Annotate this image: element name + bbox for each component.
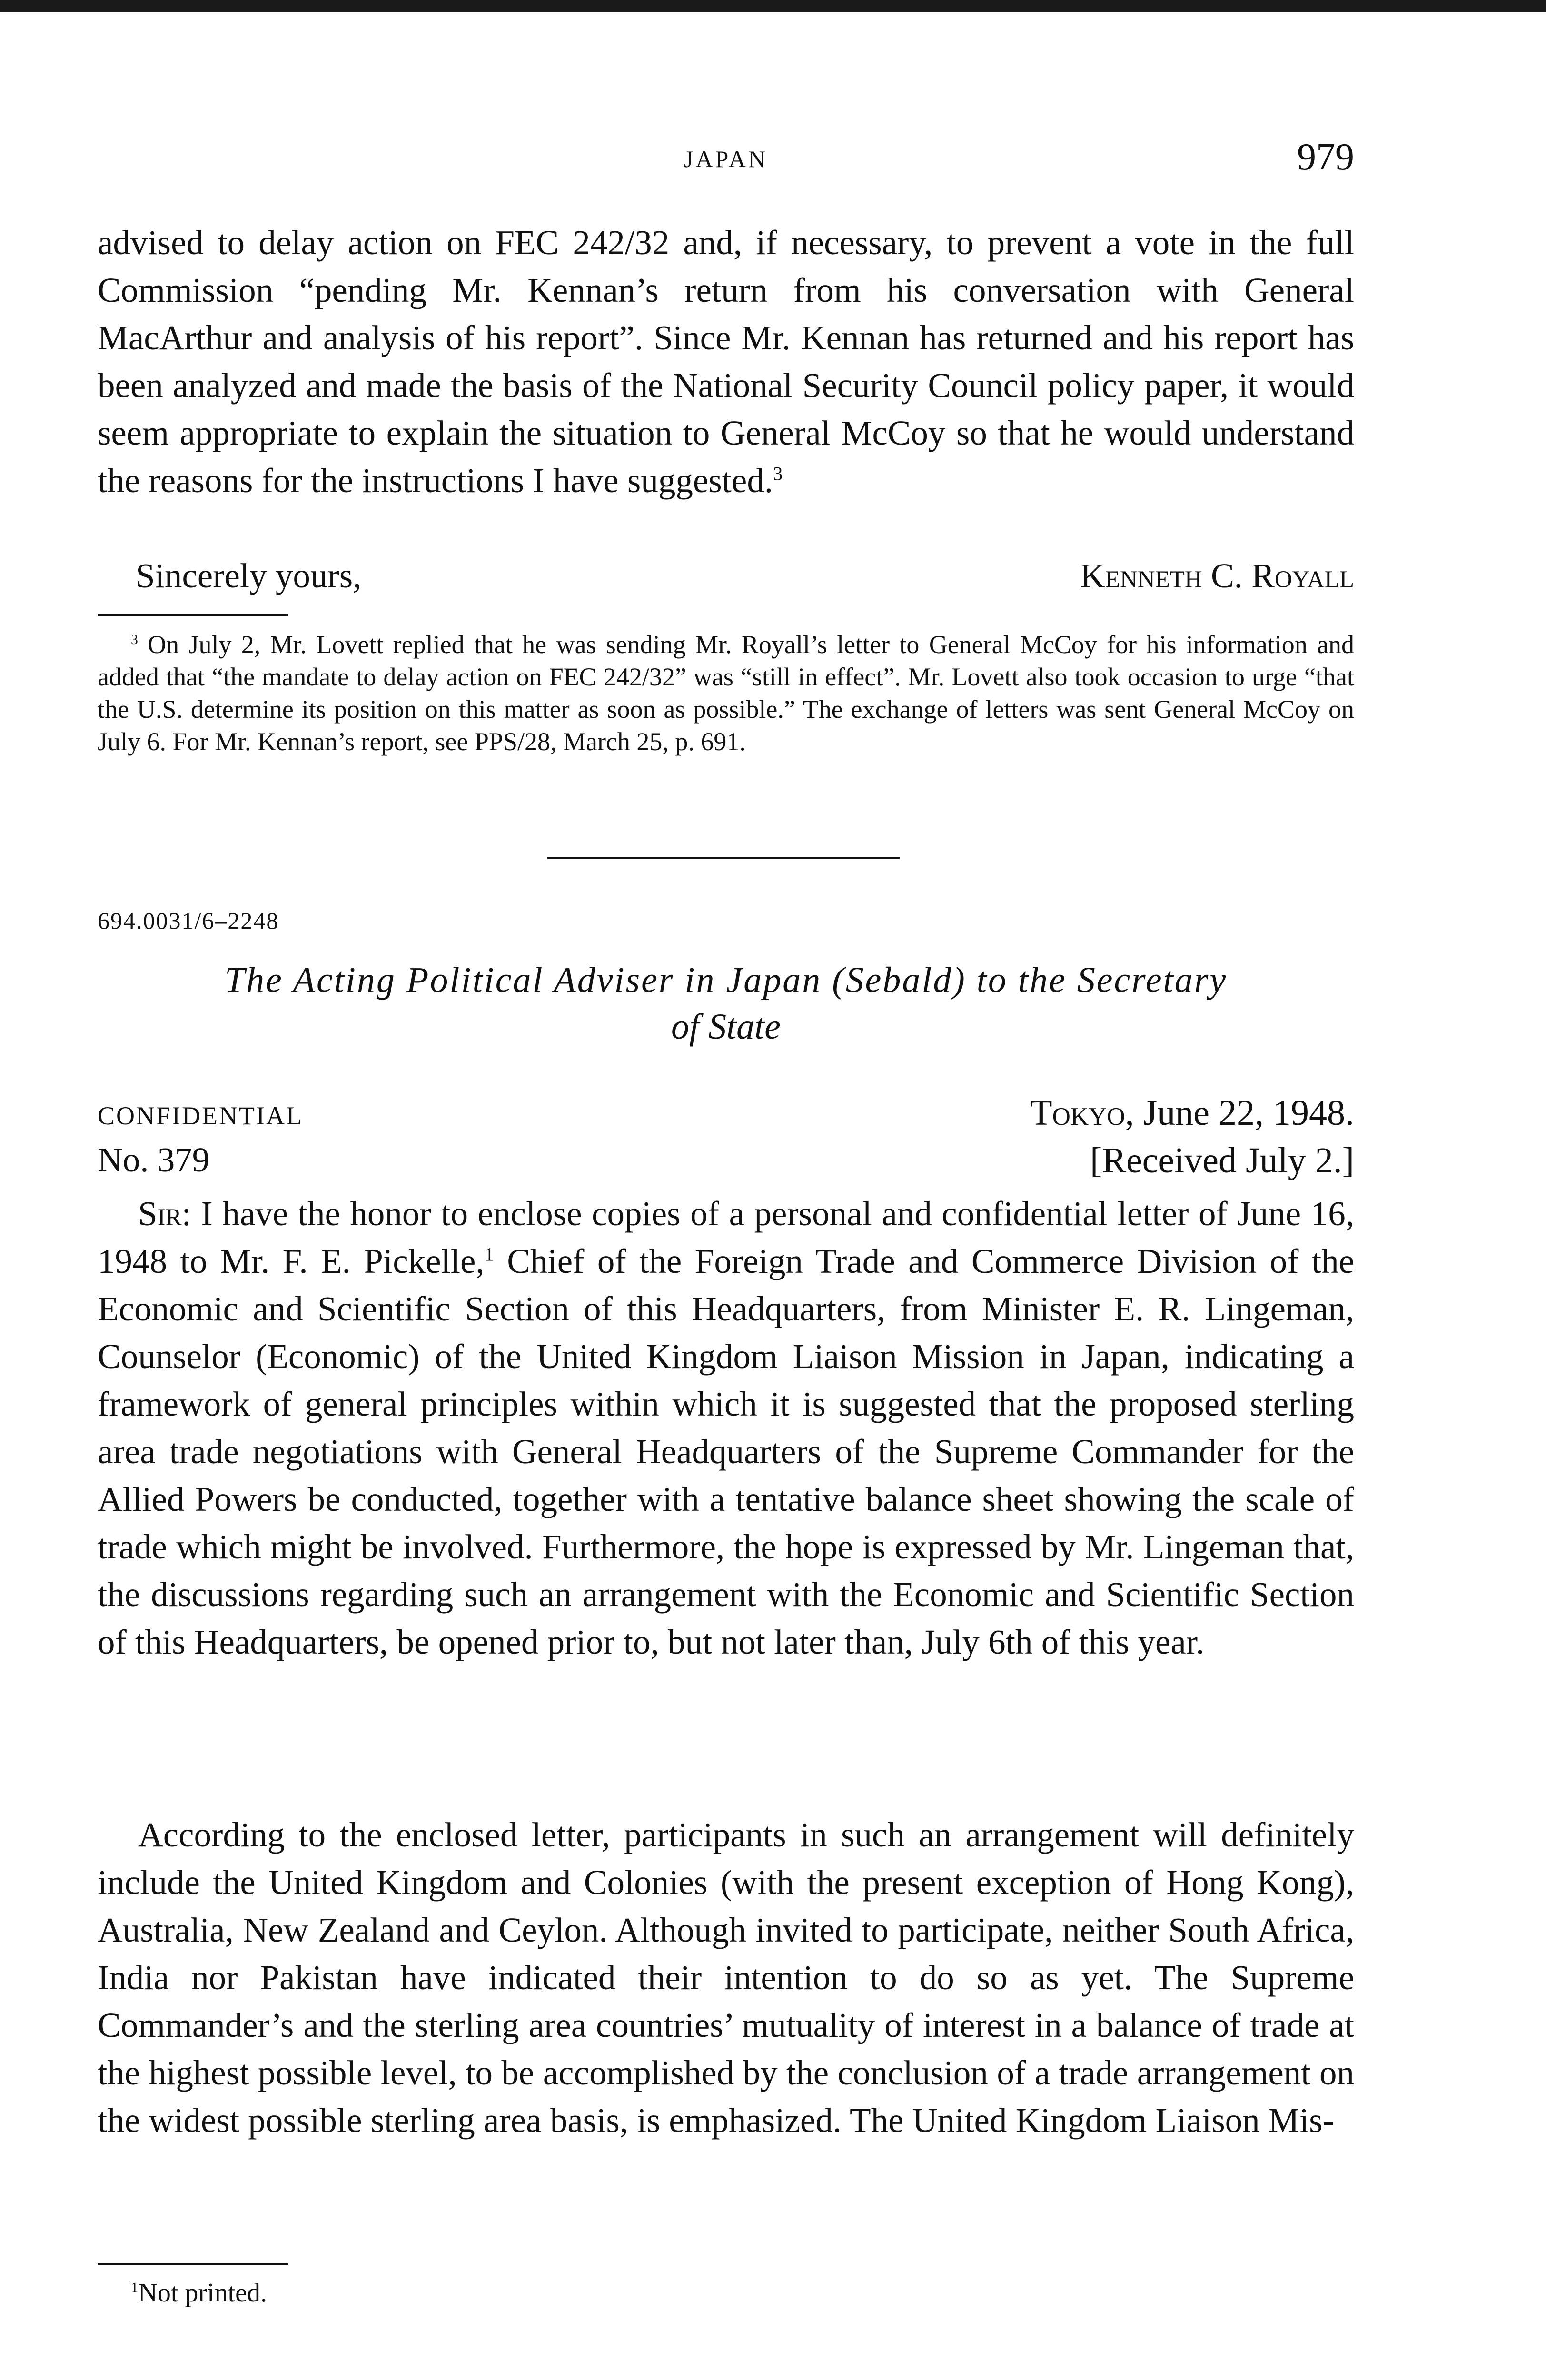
footnote-1-marker: 1: [131, 2279, 139, 2296]
classification: CONFIDENTIAL: [98, 1101, 303, 1130]
scan-top-border: [0, 0, 1546, 12]
footnote-rule-2: [98, 2263, 288, 2265]
document-number: No. 379: [98, 1140, 210, 1179]
document-title-line2: of State: [671, 1007, 781, 1047]
place-date: [1030, 1092, 1354, 1134]
running-head: JAPAN: [684, 146, 768, 172]
letter-closing: [98, 552, 1354, 600]
footnote-3-marker: 3: [131, 632, 138, 647]
footnote-rule: [98, 614, 288, 616]
document-meta: [98, 1092, 1354, 1188]
footnote-1-text: Not printed.: [138, 2278, 268, 2308]
section-divider: [547, 857, 900, 859]
footnote-ref-1: 1: [484, 1243, 494, 1265]
continuation-text: advised to delay action on FEC 242/32 and, if necessary, to prevent a vote in the full Commission “pending Mr. Kennan’s return from his conversation with General MacArthur and analysis of his report”. Since Mr. Kennan has returned and his report has been analyzed and made the basis of the National Security Council policy paper, it would seem appropriate to explain the situation to General McCoy so that he would understand the reasons for the instructions I have suggested.: [98, 223, 1354, 500]
footnote-ref-3: 3: [773, 463, 783, 485]
file-number: 694.0031/6–2248: [98, 907, 279, 934]
letter-paragraph-1: [98, 1190, 1354, 1666]
received-date: [Received July 2.]: [1090, 1140, 1354, 1180]
date: June 22, 1948.: [1143, 1093, 1354, 1133]
page-header: [98, 136, 1354, 188]
document-title: [98, 957, 1354, 1050]
salutation: Sir:: [138, 1194, 191, 1233]
signature: Kenneth C. Royall: [1080, 556, 1354, 595]
paragraph-1-part-2: Chief of the Foreign Trade and Commerce Division of the Economic and Scientific Section of this Headquarters, from Minister E. R. Lingeman, Counselor (Economic) of the United Kingdom Liaison Mission in Japan, indicating a framework of general principles within which it is suggested that the proposed sterling area trade negotiations with General Headquarters of the Supreme Commander for the Allied Powers be conducted, together with a tentative balance sheet showing the scale of trade which might be involved. Furthermore, the hope is expressed by Mr. Lingeman that, the discussions regarding such an arrangement with the Economic and Scientific Section of this Headquarters, be opened prior to, but not later than, July 6th of this year.: [98, 1242, 1355, 1661]
letter-paragraph-2: According to the enclosed letter, participants in such an arrangement will definitely include the United Kingdom and Colonies (with the present exception of Hong Kong), Australia, New Zealand and Ceylon. Although invited to participate, neither South Africa, India nor Pakistan have indicated their intention to do so as yet. The Supreme Commander’s and the sterling area countries’ mutuality of interest in a balance of trade at the highest possible level, to be accomplished by the conclusion of a trade arrangement on the widest possible sterling area basis, is emphasized. The United Kingdom Liaison Mis-: [98, 1815, 1354, 2140]
page-number: 979: [1297, 136, 1354, 178]
footnote-3: [98, 628, 1354, 758]
footnote-3-text: On July 2, Mr. Lovett replied that he was sending Mr. Royall’s letter to General McCoy for his information and added that “the mandate to delay action on FEC 242/32” was “still in effect”. Mr. Lovett also took occasion to urge “that the U.S. determine its position on this matter as soon as possible.” The exchange of letters was sent General McCoy on July 6. For Mr. Kennan’s report, see PPS/28, March 25, p. 691.: [98, 630, 1355, 756]
footnote-1: [98, 2278, 1354, 2308]
continuation-paragraph: [98, 219, 1354, 505]
place: Tokyo,: [1030, 1093, 1134, 1133]
complimentary-close: Sincerely yours,: [136, 556, 362, 595]
document-title-line1: The Acting Political Adviser in Japan (Sebald) to the Secretary: [224, 960, 1228, 1000]
paragraph-1-part-1: I have the honor to enclose copies of a personal and confidential letter of June 16, 1948 to Mr. F. E. Pickelle,: [98, 1194, 1354, 1280]
